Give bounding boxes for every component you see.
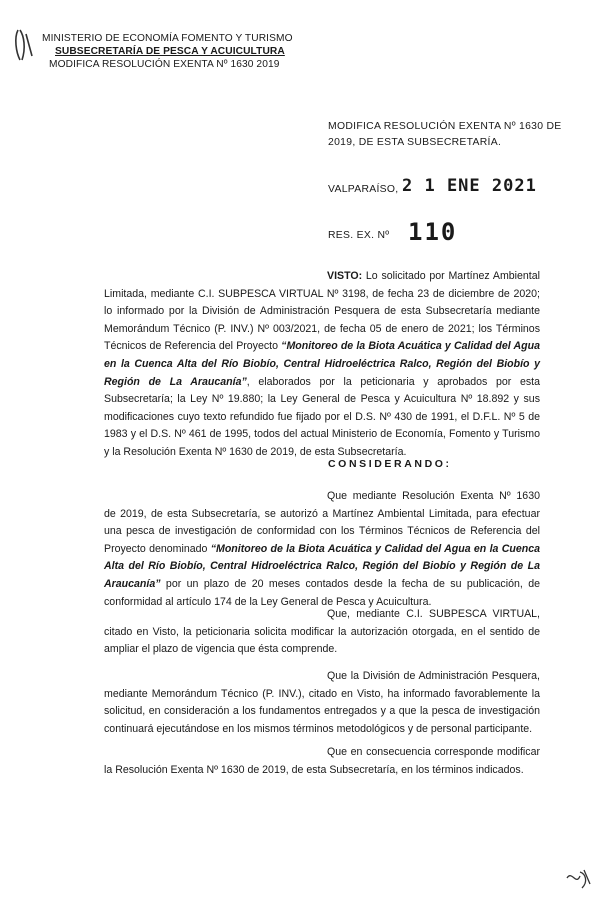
resolution-number: 110 [408,218,458,246]
considerando-paragraph-2 [104,606,540,659]
initials-mark-icon [564,866,594,894]
resolution-label: RES. EX. Nº [328,230,390,241]
visto-text-2: , elaborados por la peticionaria y aprobados por esta Subsecretaría; la Ley Nº 19.880; la Ley General de Pesca y Acuicultura Nº 18.892 y sus modificaciones cuyo texto refundido fue fijado por el D.S. Nº 430 de 1991, el D.F.L. Nº 5 de 1983 y el D.S. Nº 461 de 1995, todos del actual Ministerio de Economía, Fomento y Turismo y la Resolución Exenta Nº 1630 de 2019, de esta Subsecretaría. [104,375,540,458]
reference-line-1: MODIFICA RESOLUCIÓN EXENTA Nº 1630 DE [328,121,562,132]
considerando-paragraph-3 [104,668,540,738]
considerando-paragraph-1 [104,488,540,611]
considerando-p1-text-b: por un plazo de 20 meses contados desde la fecha de su publicación, de conformidad al artículo 174 de la Ley General de Pesca y Acuicultura. [104,577,540,608]
considerando-p4-text: Que en consecuencia corresponde modificar la Resolución Exenta Nº 1630 de 2019, de esta Subsecretaría, en los términos indicados. [104,746,540,776]
visto-project-title: “Monitoreo de la Biota Acuática y Calidad del Agua en la Cuenca Alta del Río Biobío, Central Hidroeléctrica Ralco, Región del Biobío y Región de La Araucanía” [104,340,540,388]
considerando-p2-text: Que, mediante C.I. SUBPESCA VIRTUAL, citado en Visto, la peticionaria solicita modificar la autorización otorgada, en el sentido de ampliar el plazo de vigencia que ésta comprende. [104,608,540,656]
reference-line-2: 2019, DE ESTA SUBSECRETARÍA. [328,137,502,148]
considerando-title: CONSIDERANDO: [328,458,452,470]
visto-label: VISTO: [327,270,363,282]
place-label: VALPARAÍSO, [328,184,399,195]
considerando-paragraph-4 [104,744,540,779]
subsecretaria-name: SUBSECRETARÍA DE PESCA Y ACUICULTURA [55,46,285,57]
considerando-p1-text-a: Que mediante Resolución Exenta Nº 1630 de 2019, de esta Subsecretaría, se autorizó a Martínez Ambiental Limitada, para efectuar una pesca de investigación de conformidad con los Términos Técnicos de Referencia del Proyecto denominado [104,490,540,555]
header-subject-line: MODIFICA RESOLUCIÓN EXENTA Nº 1630 2019 [49,59,280,70]
visto-text-1: Lo solicitado por Martínez Ambiental Limitada, mediante C.I. SUBPESCA VIRTUAL Nº 3198, de fecha 23 de diciembre de 2020; lo informado por la División de Administración Pesquera de esta Subsecretaría mediante Memorándum Técnico (P. INV.) Nº 003/2021, de fecha 05 de enero de 2021; los Términos Técnicos de Referencia del Proyecto [104,270,540,353]
ministry-name: MINISTERIO DE ECONOMÍA FOMENTO Y TURISMO [42,33,293,44]
date-stamp: 2 1 ENE 2021 [402,176,537,196]
considerando-p3-text: Que la División de Administración Pesquera, mediante Memorándum Técnico (P. INV.), citado en Visto, ha informado favorablemente la solicitud, en consideración a los fundamentos entregados y a que la pesca de investigación continuará ejecutándose en los mismos términos metodológicos y de personal participante. [104,670,540,735]
considerando-p1-project: “Monitoreo de la Biota Acuática y Calidad del Agua en la Cuenca Alta del Río Biobío, Central Hidroeléctrica Ralco, Región del Biobío y Región de La Araucanía” [104,542,540,590]
handwritten-mark-icon [10,26,40,66]
visto-paragraph [104,268,540,462]
